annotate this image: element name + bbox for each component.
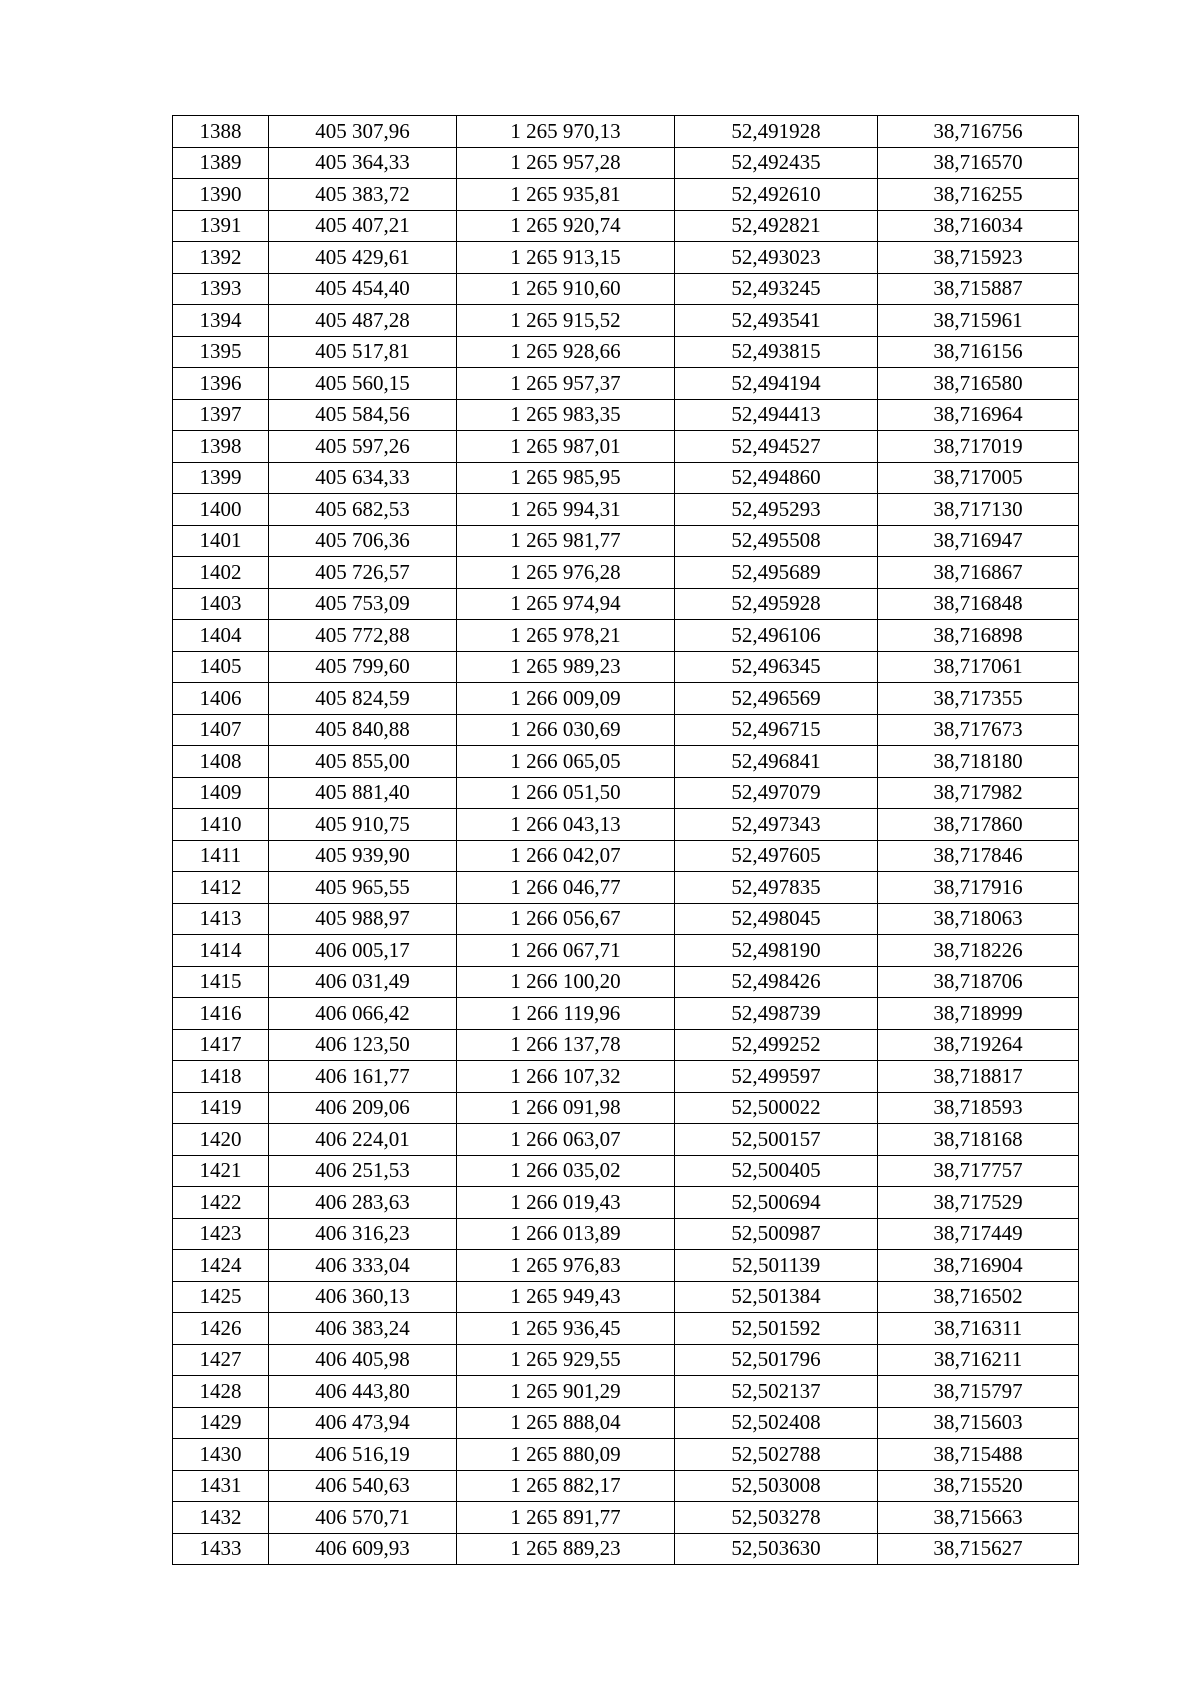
x-coordinate-cell: 406 316,23 xyxy=(269,1218,457,1250)
x-coordinate-cell: 405 429,61 xyxy=(269,242,457,274)
point-number-cell: 1403 xyxy=(173,588,269,620)
point-number-cell: 1431 xyxy=(173,1470,269,1502)
latitude-cell: 52,492821 xyxy=(675,210,878,242)
y-coordinate-cell: 1 265 994,31 xyxy=(457,494,675,526)
latitude-cell: 52,498426 xyxy=(675,966,878,998)
latitude-cell: 52,501384 xyxy=(675,1281,878,1313)
coordinates-table xyxy=(172,115,1079,1565)
table-row xyxy=(173,1281,1079,1313)
x-coordinate-cell: 405 682,53 xyxy=(269,494,457,526)
latitude-cell: 52,493541 xyxy=(675,305,878,337)
latitude-cell: 52,502408 xyxy=(675,1407,878,1439)
table-row xyxy=(173,1376,1079,1408)
x-coordinate-cell: 405 634,33 xyxy=(269,462,457,494)
latitude-cell: 52,498045 xyxy=(675,903,878,935)
point-number-cell: 1402 xyxy=(173,557,269,589)
point-number-cell: 1415 xyxy=(173,966,269,998)
x-coordinate-cell: 405 307,96 xyxy=(269,116,457,148)
latitude-cell: 52,496715 xyxy=(675,714,878,746)
latitude-cell: 52,500694 xyxy=(675,1187,878,1219)
latitude-cell: 52,494527 xyxy=(675,431,878,463)
latitude-cell: 52,503630 xyxy=(675,1533,878,1565)
point-number-cell: 1419 xyxy=(173,1092,269,1124)
latitude-cell: 52,501796 xyxy=(675,1344,878,1376)
table-row xyxy=(173,651,1079,683)
x-coordinate-cell: 406 209,06 xyxy=(269,1092,457,1124)
longitude-cell: 38,716904 xyxy=(878,1250,1079,1282)
longitude-cell: 38,718593 xyxy=(878,1092,1079,1124)
y-coordinate-cell: 1 265 957,37 xyxy=(457,368,675,400)
point-number-cell: 1388 xyxy=(173,116,269,148)
x-coordinate-cell: 405 881,40 xyxy=(269,777,457,809)
y-coordinate-cell: 1 265 888,04 xyxy=(457,1407,675,1439)
longitude-cell: 38,715887 xyxy=(878,273,1079,305)
table-row xyxy=(173,1313,1079,1345)
y-coordinate-cell: 1 266 035,02 xyxy=(457,1155,675,1187)
point-number-cell: 1404 xyxy=(173,620,269,652)
x-coordinate-cell: 405 487,28 xyxy=(269,305,457,337)
latitude-cell: 52,494194 xyxy=(675,368,878,400)
x-coordinate-cell: 405 364,33 xyxy=(269,147,457,179)
longitude-cell: 38,716156 xyxy=(878,336,1079,368)
longitude-cell: 38,716311 xyxy=(878,1313,1079,1345)
latitude-cell: 52,502137 xyxy=(675,1376,878,1408)
point-number-cell: 1428 xyxy=(173,1376,269,1408)
table-row xyxy=(173,1407,1079,1439)
latitude-cell: 52,503008 xyxy=(675,1470,878,1502)
table-row xyxy=(173,840,1079,872)
longitude-cell: 38,716255 xyxy=(878,179,1079,211)
longitude-cell: 38,717130 xyxy=(878,494,1079,526)
latitude-cell: 52,494413 xyxy=(675,399,878,431)
point-number-cell: 1414 xyxy=(173,935,269,967)
y-coordinate-cell: 1 266 043,13 xyxy=(457,809,675,841)
x-coordinate-cell: 406 333,04 xyxy=(269,1250,457,1282)
point-number-cell: 1429 xyxy=(173,1407,269,1439)
coordinates-table-body xyxy=(173,116,1079,1565)
latitude-cell: 52,491928 xyxy=(675,116,878,148)
y-coordinate-cell: 1 266 009,09 xyxy=(457,683,675,715)
point-number-cell: 1416 xyxy=(173,998,269,1030)
latitude-cell: 52,497835 xyxy=(675,872,878,904)
longitude-cell: 38,717449 xyxy=(878,1218,1079,1250)
table-row xyxy=(173,1502,1079,1534)
point-number-cell: 1406 xyxy=(173,683,269,715)
y-coordinate-cell: 1 265 920,74 xyxy=(457,210,675,242)
x-coordinate-cell: 406 360,13 xyxy=(269,1281,457,1313)
y-coordinate-cell: 1 265 935,81 xyxy=(457,179,675,211)
x-coordinate-cell: 405 454,40 xyxy=(269,273,457,305)
longitude-cell: 38,715797 xyxy=(878,1376,1079,1408)
table-row xyxy=(173,777,1079,809)
y-coordinate-cell: 1 266 042,07 xyxy=(457,840,675,872)
point-number-cell: 1422 xyxy=(173,1187,269,1219)
table-row xyxy=(173,431,1079,463)
x-coordinate-cell: 405 383,72 xyxy=(269,179,457,211)
point-number-cell: 1430 xyxy=(173,1439,269,1471)
table-row xyxy=(173,116,1079,148)
longitude-cell: 38,717529 xyxy=(878,1187,1079,1219)
longitude-cell: 38,717061 xyxy=(878,651,1079,683)
table-row xyxy=(173,903,1079,935)
longitude-cell: 38,717673 xyxy=(878,714,1079,746)
x-coordinate-cell: 406 383,24 xyxy=(269,1313,457,1345)
table-row xyxy=(173,809,1079,841)
point-number-cell: 1423 xyxy=(173,1218,269,1250)
y-coordinate-cell: 1 265 957,28 xyxy=(457,147,675,179)
x-coordinate-cell: 405 772,88 xyxy=(269,620,457,652)
table-row xyxy=(173,1124,1079,1156)
x-coordinate-cell: 405 855,00 xyxy=(269,746,457,778)
latitude-cell: 52,501139 xyxy=(675,1250,878,1282)
point-number-cell: 1408 xyxy=(173,746,269,778)
y-coordinate-cell: 1 266 056,67 xyxy=(457,903,675,935)
latitude-cell: 52,493815 xyxy=(675,336,878,368)
y-coordinate-cell: 1 266 107,32 xyxy=(457,1061,675,1093)
longitude-cell: 38,716756 xyxy=(878,116,1079,148)
point-number-cell: 1395 xyxy=(173,336,269,368)
x-coordinate-cell: 406 251,53 xyxy=(269,1155,457,1187)
point-number-cell: 1420 xyxy=(173,1124,269,1156)
y-coordinate-cell: 1 265 929,55 xyxy=(457,1344,675,1376)
table-row xyxy=(173,305,1079,337)
longitude-cell: 38,716947 xyxy=(878,525,1079,557)
y-coordinate-cell: 1 266 013,89 xyxy=(457,1218,675,1250)
table-row xyxy=(173,368,1079,400)
latitude-cell: 52,499597 xyxy=(675,1061,878,1093)
point-number-cell: 1425 xyxy=(173,1281,269,1313)
x-coordinate-cell: 405 597,26 xyxy=(269,431,457,463)
x-coordinate-cell: 406 609,93 xyxy=(269,1533,457,1565)
y-coordinate-cell: 1 265 880,09 xyxy=(457,1439,675,1471)
x-coordinate-cell: 406 123,50 xyxy=(269,1029,457,1061)
latitude-cell: 52,496345 xyxy=(675,651,878,683)
table-row xyxy=(173,1250,1079,1282)
longitude-cell: 38,715663 xyxy=(878,1502,1079,1534)
longitude-cell: 38,718168 xyxy=(878,1124,1079,1156)
y-coordinate-cell: 1 265 989,23 xyxy=(457,651,675,683)
point-number-cell: 1427 xyxy=(173,1344,269,1376)
longitude-cell: 38,716898 xyxy=(878,620,1079,652)
x-coordinate-cell: 405 824,59 xyxy=(269,683,457,715)
y-coordinate-cell: 1 265 936,45 xyxy=(457,1313,675,1345)
longitude-cell: 38,716848 xyxy=(878,588,1079,620)
table-row xyxy=(173,966,1079,998)
x-coordinate-cell: 406 405,98 xyxy=(269,1344,457,1376)
table-row xyxy=(173,273,1079,305)
x-coordinate-cell: 405 988,97 xyxy=(269,903,457,935)
latitude-cell: 52,496569 xyxy=(675,683,878,715)
y-coordinate-cell: 1 265 981,77 xyxy=(457,525,675,557)
latitude-cell: 52,492435 xyxy=(675,147,878,179)
table-row xyxy=(173,588,1079,620)
x-coordinate-cell: 405 407,21 xyxy=(269,210,457,242)
point-number-cell: 1421 xyxy=(173,1155,269,1187)
table-row xyxy=(173,746,1079,778)
y-coordinate-cell: 1 265 913,15 xyxy=(457,242,675,274)
longitude-cell: 38,716964 xyxy=(878,399,1079,431)
table-row xyxy=(173,1155,1079,1187)
y-coordinate-cell: 1 265 889,23 xyxy=(457,1533,675,1565)
point-number-cell: 1392 xyxy=(173,242,269,274)
y-coordinate-cell: 1 265 949,43 xyxy=(457,1281,675,1313)
latitude-cell: 52,496106 xyxy=(675,620,878,652)
table-row xyxy=(173,242,1079,274)
table-row xyxy=(173,399,1079,431)
point-number-cell: 1405 xyxy=(173,651,269,683)
longitude-cell: 38,718817 xyxy=(878,1061,1079,1093)
table-row xyxy=(173,1344,1079,1376)
table-row xyxy=(173,179,1079,211)
y-coordinate-cell: 1 266 046,77 xyxy=(457,872,675,904)
x-coordinate-cell: 406 540,63 xyxy=(269,1470,457,1502)
y-coordinate-cell: 1 266 137,78 xyxy=(457,1029,675,1061)
x-coordinate-cell: 406 570,71 xyxy=(269,1502,457,1534)
x-coordinate-cell: 405 584,56 xyxy=(269,399,457,431)
table-row xyxy=(173,494,1079,526)
x-coordinate-cell: 406 443,80 xyxy=(269,1376,457,1408)
x-coordinate-cell: 406 224,01 xyxy=(269,1124,457,1156)
x-coordinate-cell: 405 965,55 xyxy=(269,872,457,904)
point-number-cell: 1432 xyxy=(173,1502,269,1534)
longitude-cell: 38,717982 xyxy=(878,777,1079,809)
latitude-cell: 52,500987 xyxy=(675,1218,878,1250)
point-number-cell: 1413 xyxy=(173,903,269,935)
longitude-cell: 38,715923 xyxy=(878,242,1079,274)
latitude-cell: 52,492610 xyxy=(675,179,878,211)
y-coordinate-cell: 1 265 928,66 xyxy=(457,336,675,368)
longitude-cell: 38,717860 xyxy=(878,809,1079,841)
table-row xyxy=(173,683,1079,715)
table-row xyxy=(173,714,1079,746)
longitude-cell: 38,717846 xyxy=(878,840,1079,872)
y-coordinate-cell: 1 265 915,52 xyxy=(457,305,675,337)
point-number-cell: 1397 xyxy=(173,399,269,431)
table-row xyxy=(173,620,1079,652)
table-row xyxy=(173,1533,1079,1565)
longitude-cell: 38,717005 xyxy=(878,462,1079,494)
longitude-cell: 38,718063 xyxy=(878,903,1079,935)
longitude-cell: 38,716570 xyxy=(878,147,1079,179)
point-number-cell: 1401 xyxy=(173,525,269,557)
latitude-cell: 52,499252 xyxy=(675,1029,878,1061)
longitude-cell: 38,716211 xyxy=(878,1344,1079,1376)
latitude-cell: 52,500022 xyxy=(675,1092,878,1124)
point-number-cell: 1409 xyxy=(173,777,269,809)
point-number-cell: 1417 xyxy=(173,1029,269,1061)
table-row xyxy=(173,557,1079,589)
latitude-cell: 52,497343 xyxy=(675,809,878,841)
table-row xyxy=(173,462,1079,494)
table-row xyxy=(173,872,1079,904)
latitude-cell: 52,502788 xyxy=(675,1439,878,1471)
longitude-cell: 38,716034 xyxy=(878,210,1079,242)
latitude-cell: 52,500157 xyxy=(675,1124,878,1156)
longitude-cell: 38,716580 xyxy=(878,368,1079,400)
y-coordinate-cell: 1 266 051,50 xyxy=(457,777,675,809)
point-number-cell: 1412 xyxy=(173,872,269,904)
latitude-cell: 52,497079 xyxy=(675,777,878,809)
table-row xyxy=(173,1092,1079,1124)
latitude-cell: 52,500405 xyxy=(675,1155,878,1187)
latitude-cell: 52,501592 xyxy=(675,1313,878,1345)
x-coordinate-cell: 405 753,09 xyxy=(269,588,457,620)
longitude-cell: 38,715520 xyxy=(878,1470,1079,1502)
longitude-cell: 38,718180 xyxy=(878,746,1079,778)
latitude-cell: 52,493023 xyxy=(675,242,878,274)
x-coordinate-cell: 406 161,77 xyxy=(269,1061,457,1093)
point-number-cell: 1394 xyxy=(173,305,269,337)
point-number-cell: 1391 xyxy=(173,210,269,242)
x-coordinate-cell: 406 473,94 xyxy=(269,1407,457,1439)
y-coordinate-cell: 1 265 970,13 xyxy=(457,116,675,148)
x-coordinate-cell: 406 005,17 xyxy=(269,935,457,967)
x-coordinate-cell: 405 726,57 xyxy=(269,557,457,589)
point-number-cell: 1411 xyxy=(173,840,269,872)
table-row xyxy=(173,210,1079,242)
latitude-cell: 52,495293 xyxy=(675,494,878,526)
y-coordinate-cell: 1 266 030,69 xyxy=(457,714,675,746)
latitude-cell: 52,494860 xyxy=(675,462,878,494)
y-coordinate-cell: 1 265 891,77 xyxy=(457,1502,675,1534)
point-number-cell: 1398 xyxy=(173,431,269,463)
y-coordinate-cell: 1 265 985,95 xyxy=(457,462,675,494)
latitude-cell: 52,497605 xyxy=(675,840,878,872)
x-coordinate-cell: 405 560,15 xyxy=(269,368,457,400)
latitude-cell: 52,498190 xyxy=(675,935,878,967)
longitude-cell: 38,717355 xyxy=(878,683,1079,715)
y-coordinate-cell: 1 265 974,94 xyxy=(457,588,675,620)
point-number-cell: 1396 xyxy=(173,368,269,400)
longitude-cell: 38,716502 xyxy=(878,1281,1079,1313)
table-row xyxy=(173,1470,1079,1502)
longitude-cell: 38,715603 xyxy=(878,1407,1079,1439)
x-coordinate-cell: 405 910,75 xyxy=(269,809,457,841)
longitude-cell: 38,717757 xyxy=(878,1155,1079,1187)
point-number-cell: 1407 xyxy=(173,714,269,746)
table-row xyxy=(173,935,1079,967)
x-coordinate-cell: 406 031,49 xyxy=(269,966,457,998)
longitude-cell: 38,718999 xyxy=(878,998,1079,1030)
y-coordinate-cell: 1 266 063,07 xyxy=(457,1124,675,1156)
y-coordinate-cell: 1 266 119,96 xyxy=(457,998,675,1030)
x-coordinate-cell: 405 840,88 xyxy=(269,714,457,746)
latitude-cell: 52,493245 xyxy=(675,273,878,305)
y-coordinate-cell: 1 266 019,43 xyxy=(457,1187,675,1219)
table-row xyxy=(173,1029,1079,1061)
y-coordinate-cell: 1 265 910,60 xyxy=(457,273,675,305)
table-row xyxy=(173,336,1079,368)
latitude-cell: 52,496841 xyxy=(675,746,878,778)
x-coordinate-cell: 405 939,90 xyxy=(269,840,457,872)
longitude-cell: 38,719264 xyxy=(878,1029,1079,1061)
point-number-cell: 1389 xyxy=(173,147,269,179)
latitude-cell: 52,498739 xyxy=(675,998,878,1030)
table-row xyxy=(173,147,1079,179)
x-coordinate-cell: 406 066,42 xyxy=(269,998,457,1030)
latitude-cell: 52,495508 xyxy=(675,525,878,557)
longitude-cell: 38,716867 xyxy=(878,557,1079,589)
point-number-cell: 1393 xyxy=(173,273,269,305)
longitude-cell: 38,718706 xyxy=(878,966,1079,998)
longitude-cell: 38,715488 xyxy=(878,1439,1079,1471)
point-number-cell: 1418 xyxy=(173,1061,269,1093)
x-coordinate-cell: 405 799,60 xyxy=(269,651,457,683)
x-coordinate-cell: 405 706,36 xyxy=(269,525,457,557)
x-coordinate-cell: 405 517,81 xyxy=(269,336,457,368)
table-row xyxy=(173,1187,1079,1219)
longitude-cell: 38,717019 xyxy=(878,431,1079,463)
point-number-cell: 1424 xyxy=(173,1250,269,1282)
point-number-cell: 1433 xyxy=(173,1533,269,1565)
latitude-cell: 52,495689 xyxy=(675,557,878,589)
table-row xyxy=(173,525,1079,557)
point-number-cell: 1390 xyxy=(173,179,269,211)
table-row xyxy=(173,1218,1079,1250)
y-coordinate-cell: 1 265 978,21 xyxy=(457,620,675,652)
y-coordinate-cell: 1 265 901,29 xyxy=(457,1376,675,1408)
latitude-cell: 52,503278 xyxy=(675,1502,878,1534)
y-coordinate-cell: 1 266 067,71 xyxy=(457,935,675,967)
y-coordinate-cell: 1 265 976,28 xyxy=(457,557,675,589)
x-coordinate-cell: 406 283,63 xyxy=(269,1187,457,1219)
longitude-cell: 38,715961 xyxy=(878,305,1079,337)
point-number-cell: 1399 xyxy=(173,462,269,494)
y-coordinate-cell: 1 265 882,17 xyxy=(457,1470,675,1502)
longitude-cell: 38,715627 xyxy=(878,1533,1079,1565)
longitude-cell: 38,717916 xyxy=(878,872,1079,904)
point-number-cell: 1410 xyxy=(173,809,269,841)
y-coordinate-cell: 1 265 976,83 xyxy=(457,1250,675,1282)
y-coordinate-cell: 1 265 987,01 xyxy=(457,431,675,463)
longitude-cell: 38,718226 xyxy=(878,935,1079,967)
y-coordinate-cell: 1 266 091,98 xyxy=(457,1092,675,1124)
point-number-cell: 1400 xyxy=(173,494,269,526)
table-row xyxy=(173,1439,1079,1471)
table-row xyxy=(173,998,1079,1030)
y-coordinate-cell: 1 266 065,05 xyxy=(457,746,675,778)
point-number-cell: 1426 xyxy=(173,1313,269,1345)
y-coordinate-cell: 1 265 983,35 xyxy=(457,399,675,431)
x-coordinate-cell: 406 516,19 xyxy=(269,1439,457,1471)
y-coordinate-cell: 1 266 100,20 xyxy=(457,966,675,998)
latitude-cell: 52,495928 xyxy=(675,588,878,620)
table-row xyxy=(173,1061,1079,1093)
